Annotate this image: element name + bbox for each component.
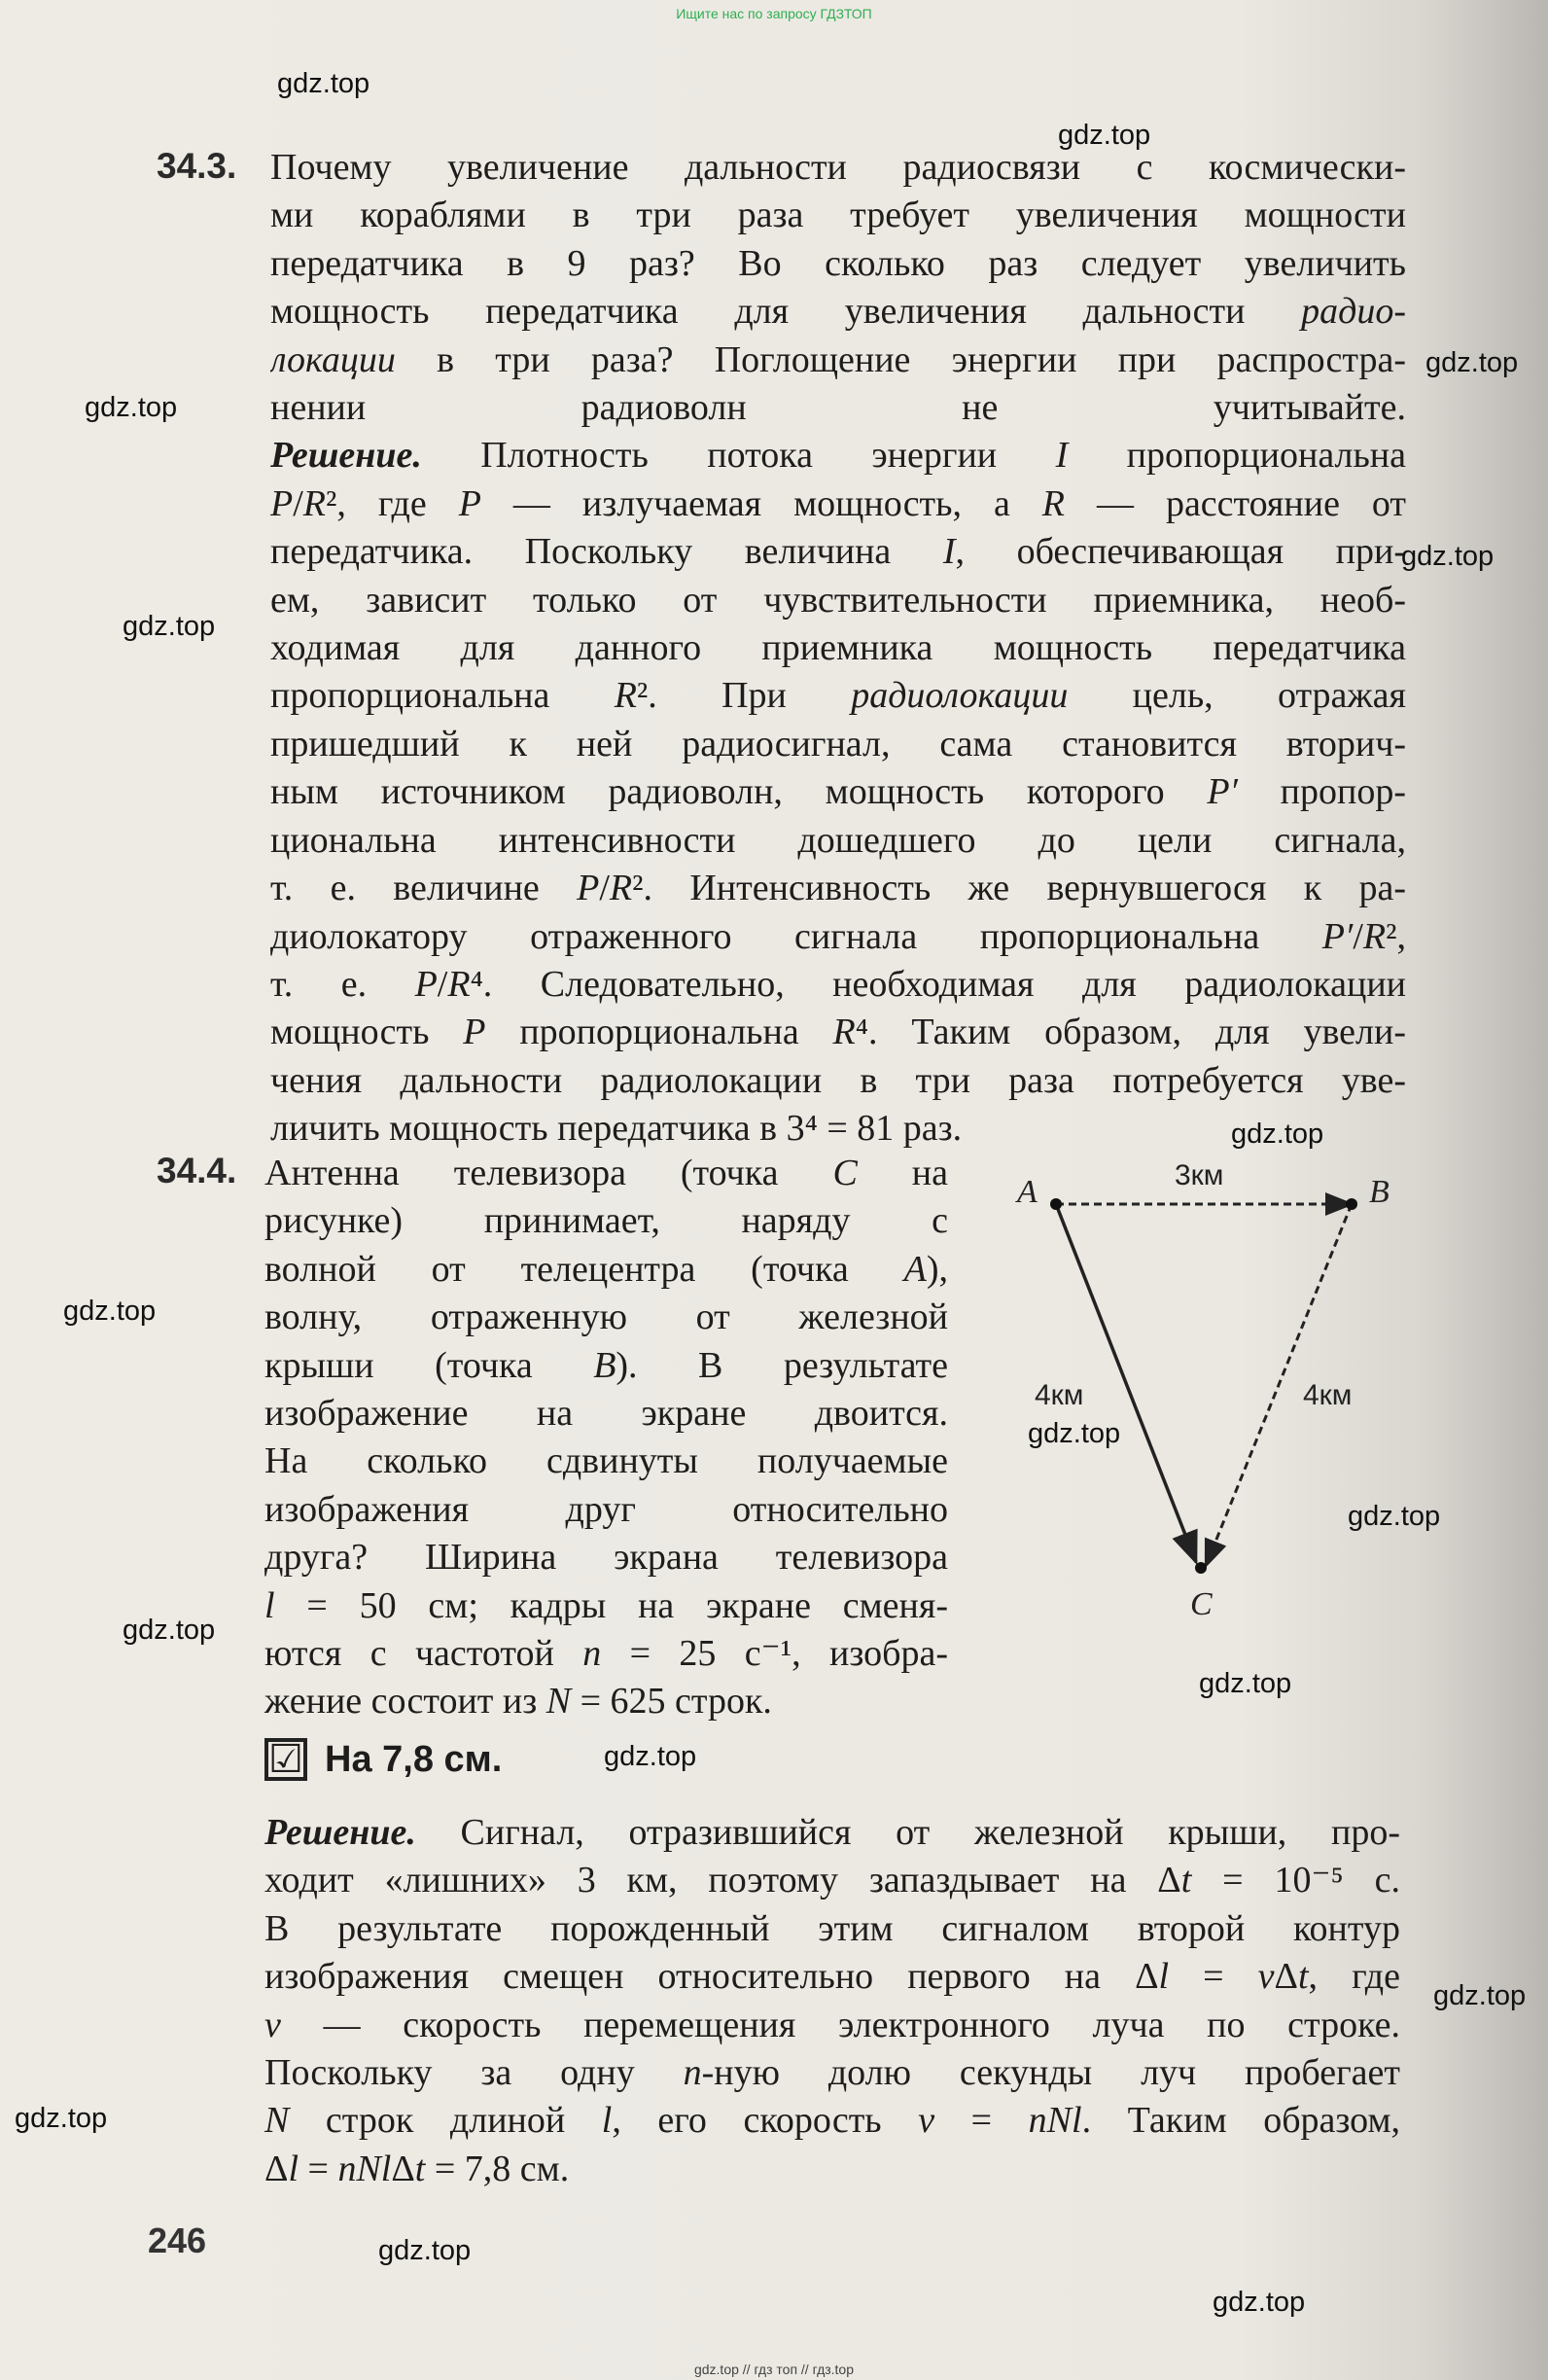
watermark: gdz.top xyxy=(123,1615,216,1646)
text-line: друга? Ширина экрана телевизора xyxy=(264,1537,948,1579)
text-line: изображения смещен относительно первого на Δl = vΔt, где xyxy=(264,1956,1400,1998)
text-line: P/R², где P — излучаемая мощность, а R — расстояние от xyxy=(270,482,1406,524)
text-line: диолокатору отраженного сигнала пропорциональна P′/R², xyxy=(270,915,1406,957)
answer-line xyxy=(264,1738,502,1781)
text-line: Решение. Сигнал, отразившийся от железной крыши, про- xyxy=(264,1812,1400,1853)
label-ac: 4км xyxy=(1035,1379,1084,1411)
text-line: рисунке) принимает, наряду с xyxy=(264,1200,948,1242)
text-line: Почему увеличение дальности радиосвязи с космически- xyxy=(270,147,1406,188)
text-line: изображение на экране двоится. xyxy=(264,1393,948,1435)
text-line: личить мощность передатчика в 3⁴ = 81 раз. xyxy=(270,1108,963,1150)
text-line: Антенна телевизора (точка C на xyxy=(264,1153,948,1193)
watermark: gdz.top xyxy=(1213,2287,1306,2318)
text-line: Поскольку за одну n-ную долю секунды луч пробегает xyxy=(264,2052,1400,2094)
problem-34-3-text xyxy=(270,144,1406,1154)
label-c: C xyxy=(1190,1586,1213,1622)
text-line: l = 50 см; кадры на экране сменя- xyxy=(264,1584,948,1626)
text-line: локации в три раза? Поглощение энергии при распростра- xyxy=(270,338,1406,380)
problem-34-4-text xyxy=(264,1150,948,1726)
point-a xyxy=(1050,1198,1062,1210)
text-line: пришедший к ней радиосигнал, сама становится вторич- xyxy=(270,723,1406,764)
watermark: gdz.top xyxy=(378,2235,472,2266)
label-bc: 4км xyxy=(1303,1379,1353,1411)
text-line: пропорциональна R². При радиолокации цель, отражая xyxy=(270,675,1406,717)
text-line: чения дальности радиолокации в три раза потребуется уве- xyxy=(270,1059,1406,1101)
label-b: B xyxy=(1369,1174,1390,1210)
bottom-banner: gdz.top // гдз топ // гдз.top xyxy=(693,2362,855,2377)
text-line: v — скорость перемещения электронного луча по строке. xyxy=(264,2004,1400,2045)
text-line: жение состоит из N = 625 строк. xyxy=(264,1681,772,1723)
text-line: мощность P пропорциональна R⁴. Таким образом, для увели- xyxy=(270,1012,1406,1053)
label-a: A xyxy=(1017,1174,1038,1210)
text-line: волной от телецентра (точка A), xyxy=(264,1248,948,1290)
label-ab: 3км xyxy=(1175,1159,1224,1191)
watermark: gdz.top xyxy=(1058,120,1151,151)
point-b xyxy=(1346,1198,1357,1210)
text-line: ным источником радиоволн, мощность которого P′ пропор- xyxy=(270,771,1406,813)
text-line: крыши (точка B). В результате xyxy=(264,1344,948,1386)
text-line: ходимая для данного приемника мощность передатчика xyxy=(270,627,1406,669)
watermark: gdz.top xyxy=(1348,1501,1441,1532)
problem-number-34-3: 34.3. xyxy=(157,146,237,186)
watermark: gdz.top xyxy=(604,1741,697,1772)
answer-text: На 7,8 см. xyxy=(325,1738,503,1780)
text-line: ются с частотой n = 25 с⁻¹, изобра- xyxy=(264,1633,948,1675)
watermark: gdz.top xyxy=(63,1296,157,1327)
text-line: ем, зависит только от чувствительности приемника, необ- xyxy=(270,579,1406,621)
text-line: т. е. величине P/R². Интенсивность же вернувшегося к ра- xyxy=(270,868,1406,909)
watermark: gdz.top xyxy=(1425,347,1519,378)
text-line: т. е. P/R⁴. Следовательно, необходимая для радиолокации xyxy=(270,963,1406,1005)
text-line: нении радиоволн не учитывайте. xyxy=(270,387,1406,429)
text-line: N строк длиной l, его скорость v = nNl. Таким образом, xyxy=(264,2100,1400,2142)
watermark: gdz.top xyxy=(123,611,216,642)
problem-34-4-solution xyxy=(264,1809,1400,2193)
watermark: gdz.top xyxy=(1401,541,1495,572)
watermark: gdz.top xyxy=(1028,1418,1121,1449)
text-line: Δl = nNlΔt = 7,8 см. xyxy=(264,2148,570,2189)
text-line: волну, отраженную от железной xyxy=(264,1297,948,1338)
point-c xyxy=(1195,1562,1207,1574)
page-number: 246 xyxy=(148,2220,207,2260)
watermark: gdz.top xyxy=(15,2103,108,2134)
text-line: передатчика в 9 раз? Во сколько раз следует увеличить xyxy=(270,242,1406,284)
watermark: gdz.top xyxy=(277,68,370,99)
watermark: gdz.top xyxy=(1199,1668,1292,1699)
watermark: gdz.top xyxy=(85,392,178,423)
top-banner: Ищите нас по запросу ГДЗТОП xyxy=(676,6,872,21)
text-line: циональна интенсивности дошедшего до цели сигнала, xyxy=(270,819,1406,861)
text-line: мощность передатчика для увеличения дальности радио- xyxy=(270,291,1406,333)
text-line: ми кораблями в три раза требует увеличения мощности xyxy=(270,195,1406,236)
text-line: изображения друг относительно xyxy=(264,1488,948,1530)
triangle-diagram xyxy=(1002,1138,1420,1634)
checkbox-icon: ☑ xyxy=(264,1738,307,1781)
text-line: На сколько сдвинуты получаемые xyxy=(264,1440,948,1482)
watermark: gdz.top xyxy=(1433,1980,1527,2011)
text-line: В результате порожденный этим сигналом второй контур xyxy=(264,1907,1400,1949)
text-line: Решение. Плотность потока энергии I пропорциональна xyxy=(270,435,1406,477)
text-line: ходит «лишних» 3 км, поэтому запаздывает на Δt = 10⁻⁵ с. xyxy=(264,1860,1400,1901)
watermark: gdz.top xyxy=(1231,1119,1324,1150)
problem-number-34-4: 34.4. xyxy=(157,1151,237,1190)
text-line: передатчика. Поскольку величина I, обеспечивающая при- xyxy=(270,531,1406,573)
